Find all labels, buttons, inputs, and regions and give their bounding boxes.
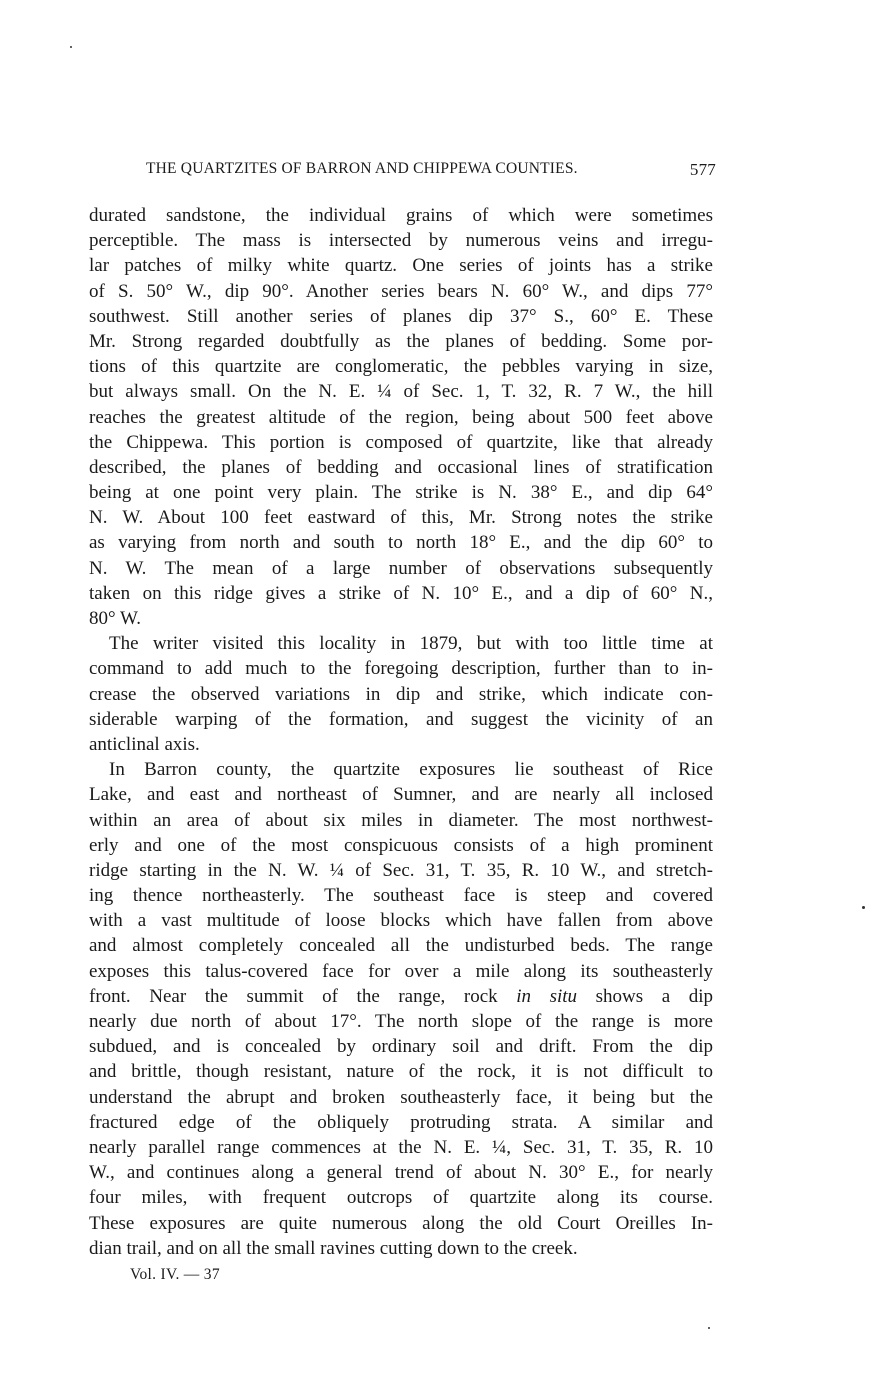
- text-line: N. W. The mean of a large number of observations subsequently: [89, 557, 713, 579]
- text-line: siderable warping of the formation, and suggest the vicinity of an: [89, 708, 713, 730]
- text-line: perceptible. The mass is intersected by numerous veins and irregu-: [89, 230, 713, 252]
- text-line: Lake, and east and northeast of Sumner, and are nearly all inclosed: [89, 784, 713, 806]
- text-line: nearly parallel range commences at the N. E. ¼, Sec. 31, T. 35, R. 10: [89, 1136, 713, 1158]
- text-line: front. Near the summit of the range, rock in situ shows a dip: [89, 985, 713, 1007]
- text-line: the Chippewa. This portion is composed of quartzite, like that already: [89, 431, 713, 453]
- text-line: In Barron county, the quartzite exposures lie southeast of Rice: [109, 759, 713, 781]
- text-line: reaches the greatest altitude of the region, being about 500 feet above: [89, 406, 713, 428]
- text-line: within an area of about six miles in diameter. The most northwest-: [89, 809, 713, 831]
- speck-mark: [708, 1327, 710, 1329]
- running-head: [146, 160, 716, 180]
- speck-mark: [70, 46, 72, 48]
- text-line: erly and one of the most conspicuous consists of a high prominent: [89, 834, 713, 856]
- text-line: but always small. On the N. E. ¼ of Sec. 1, T. 32, R. 7 W., the hill: [89, 381, 713, 403]
- text-line: as varying from north and south to north 18° E., and the dip 60° to: [89, 532, 713, 554]
- text-line: Mr. Strong regarded doubtfully as the planes of bedding. Some por-: [89, 330, 713, 352]
- running-head-title: THE QUARTZITES OF BARRON AND CHIPPEWA COUNTIES.: [146, 160, 578, 177]
- text-line: dian trail, and on all the small ravines cutting down to the creek.: [89, 1237, 578, 1259]
- text-line: fractured edge of the obliquely protruding strata. A similar and: [89, 1111, 713, 1133]
- text-line: N. W. About 100 feet eastward of this, Mr. Strong notes the strike: [89, 507, 713, 529]
- text-line: command to add much to the foregoing description, further than to in-: [89, 658, 713, 680]
- text-line: with a vast multitude of loose blocks which have fallen from above: [89, 910, 713, 932]
- text-line: of S. 50° W., dip 90°. Another series bears N. 60° W., and dips 77°: [89, 280, 713, 302]
- text-line: The writer visited this locality in 1879, but with too little time at: [109, 633, 713, 655]
- text-line: tions of this quartzite are conglomeratic, the pebbles varying in size,: [89, 356, 713, 378]
- text-line: subdued, and is concealed by ordinary soil and drift. From the dip: [89, 1036, 713, 1058]
- text-line: ing thence northeasterly. The southeast face is steep and covered: [89, 885, 713, 907]
- text-line: southwest. Still another series of planes dip 37° S., 60° E. These: [89, 305, 713, 327]
- text-line: lar patches of milky white quartz. One series of joints has a strike: [89, 255, 713, 277]
- text-line: 80° W.: [89, 608, 141, 629]
- text-line: understand the abrupt and broken southeasterly face, it being but the: [89, 1086, 713, 1108]
- page-number: 577: [689, 160, 716, 179]
- text-line: and almost completely concealed all the undisturbed beds. The range: [89, 935, 713, 957]
- text-line: described, the planes of bedding and occasional lines of stratification: [89, 456, 713, 478]
- text-line: taken on this ridge gives a strike of N. 10° E., and a dip of 60° N.,: [89, 582, 713, 604]
- text-line: These exposures are quite numerous along the old Court Oreilles In-: [89, 1212, 713, 1234]
- text-line: anticlinal axis.: [89, 733, 200, 755]
- text-line: exposes this talus-covered face for over a mile along its southeasterly: [89, 960, 713, 982]
- text-line: crease the observed variations in dip and strike, which indicate con-: [89, 683, 713, 705]
- italic-term: in situ: [516, 985, 578, 1007]
- text-line: W., and continues along a general trend of about N. 30° E., for nearly: [89, 1162, 713, 1184]
- text-line: and brittle, though resistant, nature of the rock, it is not difficult to: [89, 1061, 713, 1083]
- text-line: being at one point very plain. The strike is N. 38° E., and dip 64°: [89, 482, 713, 504]
- body-text: [89, 203, 713, 1261]
- text-line: durated sandstone, the individual grains of which were sometimes: [89, 205, 713, 226]
- signature-mark: Vol. IV. — 37: [130, 1266, 220, 1283]
- text-line: four miles, with frequent outcrops of quartzite along its course.: [89, 1187, 713, 1209]
- text-line: ridge starting in the N. W. ¼ of Sec. 31, T. 35, R. 10 W., and stretch-: [89, 859, 713, 881]
- text-line: nearly due north of about 17°. The north slope of the range is more: [89, 1011, 713, 1032]
- speck-mark: [862, 906, 865, 909]
